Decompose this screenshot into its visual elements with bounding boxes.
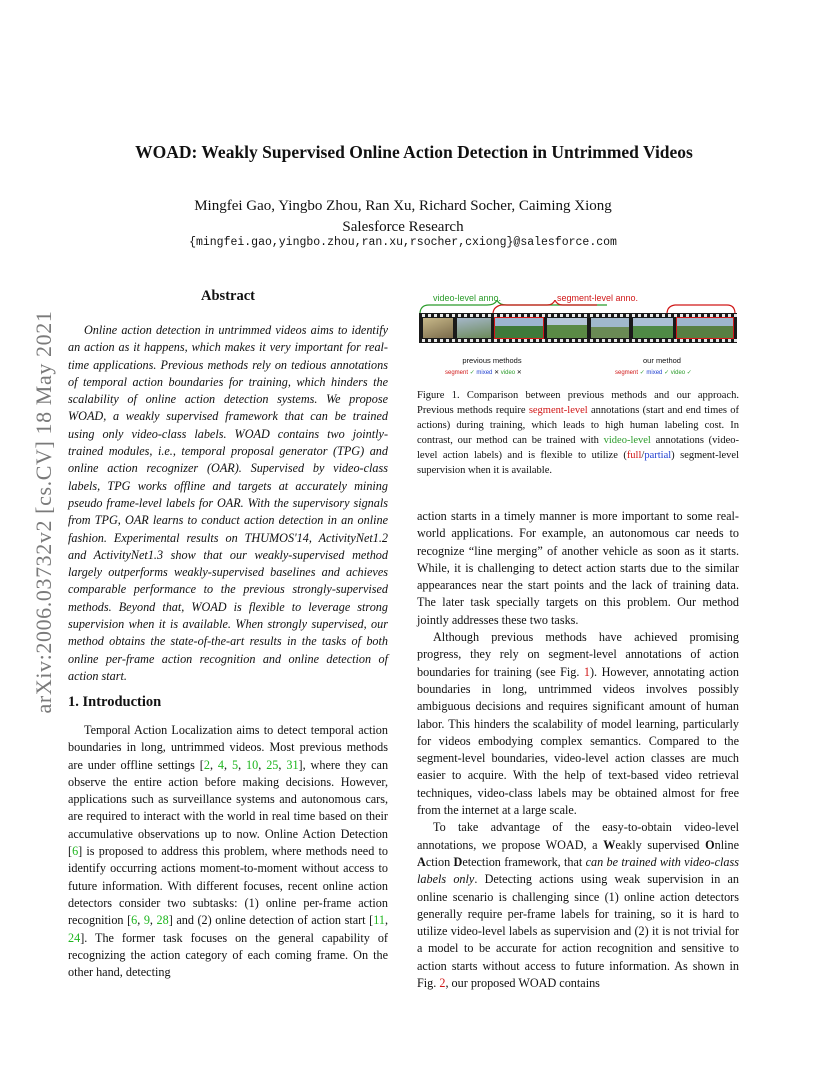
abstract-body xyxy=(68,322,388,685)
paper-title: WOAD: Weakly Supervised Online Action Detection in Untrimmed Videos xyxy=(135,142,693,162)
abstract-heading: Abstract xyxy=(201,288,255,304)
citation-link[interactable]: 31 xyxy=(286,757,299,772)
our-legend: segment ✓ mixed ✓ video ✓ xyxy=(615,370,692,376)
segment-level-label: segment-level anno. xyxy=(557,293,639,303)
video-frame xyxy=(547,318,587,338)
citation-link[interactable]: 4 xyxy=(217,757,224,772)
video-frame xyxy=(677,318,733,338)
video-level-label: video-level anno. xyxy=(433,293,502,303)
figure-ref-link[interactable]: 1 xyxy=(583,664,590,679)
intro-text: Temporal Action Localization aims to detect temporal action boundaries in long, untrimmed videos. Most previous methods are under offline settings [ xyxy=(68,723,388,772)
prev-legend: segment ✓ mixed ✕ video ✕ xyxy=(445,370,522,376)
citation-link[interactable]: 2 xyxy=(203,757,210,772)
citation-link[interactable]: 28 xyxy=(156,913,169,928)
video-frame xyxy=(457,318,491,338)
affiliation: Salesforce Research xyxy=(342,219,464,235)
citation-link[interactable]: 6 xyxy=(131,913,138,928)
arxiv-id: arXiv:2006.03732v2 [cs.CV] 18 May 2021 xyxy=(31,310,56,714)
citation-link[interactable]: 9 xyxy=(143,913,150,928)
citation-link[interactable]: 25 xyxy=(266,757,279,772)
right-column-body xyxy=(417,508,739,992)
prev-methods-label: previous methods xyxy=(462,356,522,365)
video-frame xyxy=(591,318,629,338)
author-list: Mingfei Gao, Yingbo Zhou, Ran Xu, Richard Socher, Caiming Xiong xyxy=(194,198,612,214)
our-method-label: our method xyxy=(643,356,681,365)
video-frame xyxy=(495,318,543,338)
paragraph: To take advantage of the easy-to-obtain video-level annotations, we propose WOAD, a Weakly supervised Online Action Detection framework, that can be trained with video-class labels only. Detecting actions using weak supervision in an online scenario is challenging since (1) online action detectors generally require per-frame labels for training, so it is hard to utilize video-level labels as supervision and (2) it is not trivial for a model to be accurate for action recognition and sensitive to action starts without access to future information. As shown in Fig. 2, our proposed WOAD contains xyxy=(417,820,739,991)
video-frame xyxy=(423,318,453,338)
figure-ref-link[interactable]: 2 xyxy=(439,976,446,991)
abstract-text: Online action detection in untrimmed videos aims to identify an action as it happens, which makes it very important for real-time applications. Previous methods rely on tedious annotations of temporal action boundaries for training, which hinders the scalability of online action detection systems. We propose WOAD, a weakly supervised framework that can be trained using only video-class labels. WOAD contains two jointly-trained modules, i.e., temporal proposal generator (TPG) and online action recognizer (OAR). Supervised by video-class labels, TPG works offline and targets at accurately mining pseudo frame-level labels for OAR. With the supervisory signals from TPG, OAR learns to conduct action detection in an online fashion. Experimental results on THUMOS'14, ActivityNet1.2 and ActivityNet1.3 show that our weakly-supervised method largely outperforms weakly-supervised baselines and achieves comparable performance to the previous strongly-supervised methods. Beyond that, WOAD is flexible to leverage strong supervision when it is available. When strongly supervised, our method obtains the state-of-the-art results in the tasks of both online per-frame action recognition and online detection of action start. xyxy=(68,323,388,683)
paragraph: action starts in a timely manner is more important to some real-world applications. For example, an autonomous car needs to recognize “line merging” of another vehicle as soon as it starts. While, it is challenging to detect action starts due to the similar appearances near the start points and the lack of training data. The later task specially targets on this problem. Our method jointly addresses these two tasks. xyxy=(417,509,739,627)
intro-paragraph: Temporal Action Localization aims to detect temporal action boundaries in long, untrimmed videos. Most previous methods are under offline settings [2, 4, 5, 10, 25, 31], where they can observe the entire action before making decisions. However, applications such as surveillance systems and autonomous cars, are required to interact with the world in real time based on their accumulative observations up to now. Online Action Detection [6] is proposed to address this problem, where methods need to identify occurring actions moment-to-moment without access to future information. With different focuses, recent online action detectors consider two subtasks: (1) online per-frame action recognition [6, 9, 28] and (2) online detection of action start [11, 24]. The former task focuses on the general capability of recognizing the action category of each coming frame. On the other hand, detecting xyxy=(68,723,389,980)
figure-1-caption: Figure 1. Comparison between previous methods and our approach. Previous methods require segment-level annotations (start and end times of actions) during training, which leads to high human labeling cost. In contrast, our method can be trained with video-level annotations (video-level action labels) and is flexible to utilize (full/partial) segment-level supervision when it is available. xyxy=(417,390,740,476)
intro-text: ], where they can observe the entire action before making decisions. However, applications such as surveillance systems and autonomous cars, are required to interact with the world in real time based on their accumulative observations up to now. Online Action Detection [ xyxy=(68,757,389,859)
intro-heading: 1. Introduction xyxy=(68,694,162,710)
citation-link[interactable]: 6 xyxy=(72,844,79,859)
citation-link[interactable]: 11 xyxy=(373,913,385,928)
intro-text: ] and (2) online detection of action start [ xyxy=(168,913,374,928)
video-filmstrip xyxy=(419,313,737,343)
paragraph: Although previous methods have achieved promising progress, they rely on segment-level annotations of action boundaries for training (see Fig. 1). However, annotating action boundaries in long, untrimmed videos involves possibly ambiguous decisions and requires significant amount of human labor. This hinders the scalability of model learning, particularly for videos embodying complex semantics. Compared to the segment-level boundaries, video-level action classes are much easier to acquire. With the help of text-based video retrieval techniques, video-class labels may be obtained almost for free from the internet at a large scale. xyxy=(417,630,739,818)
figure-1 xyxy=(417,290,739,382)
citation-link[interactable]: 24 xyxy=(68,930,81,945)
intro-text: ] is proposed to address this problem, where methods need to identify occurring actions moment-to-moment without access to future information. With different focuses, recent online action detectors consider two subtasks: (1) online per-frame action recognition [ xyxy=(68,844,388,928)
author-emails: {mingfei.gao,yingbo.zhou,ran.xu,rsocher,cxiong}@salesforce.com xyxy=(189,236,617,249)
intro-text: ]. The former task focuses on the general capability of recognizing the action category of each coming frame. On the other hand, detecting xyxy=(68,930,388,980)
citation-link[interactable]: 5 xyxy=(231,757,239,772)
citation-link[interactable]: 10 xyxy=(246,757,259,772)
author-block xyxy=(0,196,806,238)
video-frame xyxy=(633,318,673,338)
intro-body xyxy=(68,722,388,981)
